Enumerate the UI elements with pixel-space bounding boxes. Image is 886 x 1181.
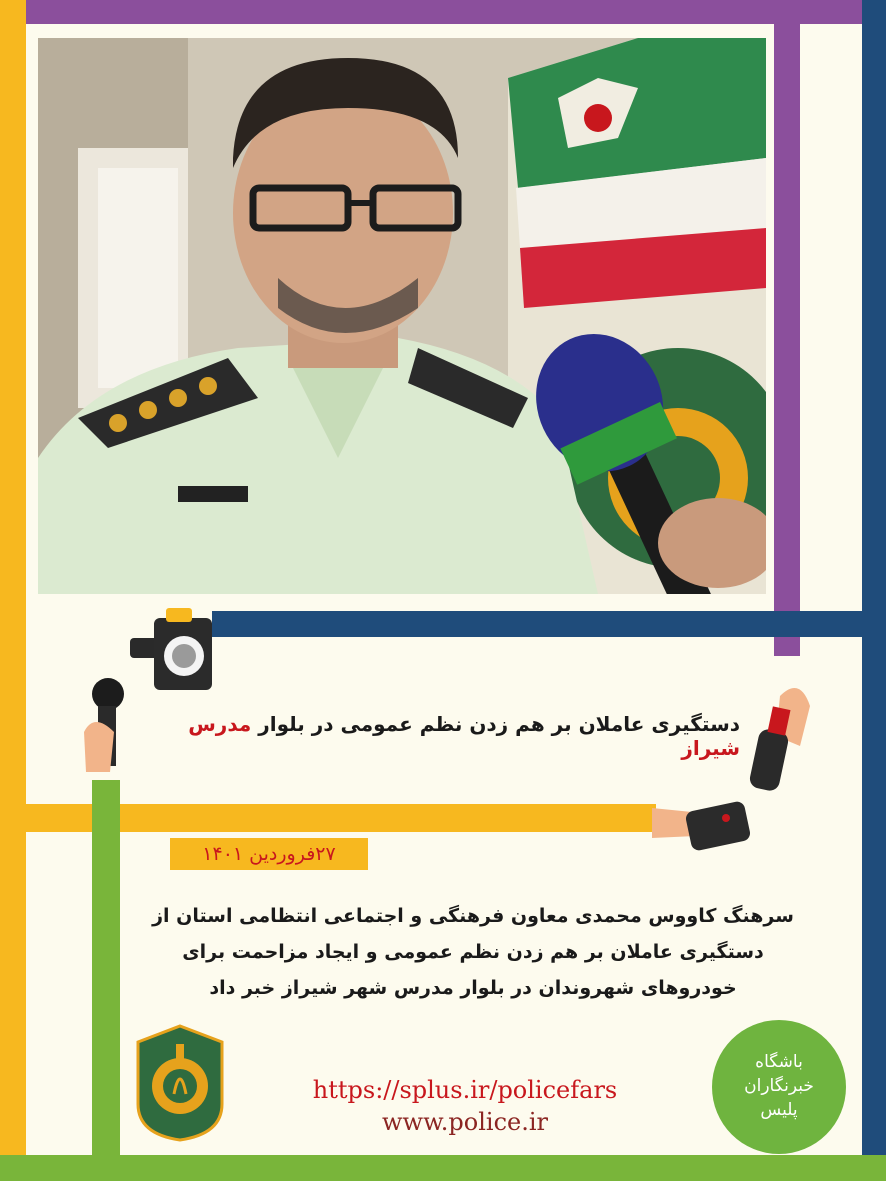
date-badge: ۲۷فروردین ۱۴۰۱	[170, 838, 368, 870]
club-line: باشگاه	[755, 1052, 803, 1072]
officer-photo	[38, 38, 766, 594]
reporters-club-badge	[712, 1020, 846, 1154]
police-website-link[interactable]: www.police.ir	[382, 1108, 548, 1136]
yellow-divider	[26, 804, 656, 832]
purple-divider	[774, 24, 800, 656]
left-color-bar	[0, 0, 26, 1181]
club-line: خبرنگاران	[744, 1076, 814, 1096]
headline	[140, 712, 740, 760]
headline-highlight: مدرس شیراز	[188, 712, 740, 760]
club-line: پلیس	[760, 1100, 798, 1120]
splus-link[interactable]: https://splus.ir/policefars	[312, 1076, 618, 1104]
news-body-line: دستگیری عاملان بر هم زدن نظم عمومی و ایجاد مزاحمت برای	[182, 941, 764, 963]
news-body-line: سرهنگ کاووس محمدی معاون فرهنگی و اجتماعی انتظامی استان از	[152, 905, 794, 927]
microphone-icon	[740, 656, 820, 796]
recorder-icon	[652, 798, 752, 854]
navy-divider	[212, 611, 862, 637]
news-body-line: خودروهای شهروندان در بلوار مدرس شهر شیراز خبر داد	[209, 977, 737, 999]
top-color-bar	[0, 0, 886, 24]
right-color-bar	[862, 0, 886, 1181]
bottom-color-bar	[0, 1155, 886, 1181]
police-emblem-icon	[134, 1024, 226, 1142]
microphone-icon	[74, 672, 134, 782]
headline-main: دستگیری عاملان بر هم زدن نظم عمومی در بلوار	[251, 712, 740, 736]
news-body	[120, 898, 826, 1006]
green-divider	[92, 780, 120, 1155]
url-block	[270, 1074, 660, 1138]
